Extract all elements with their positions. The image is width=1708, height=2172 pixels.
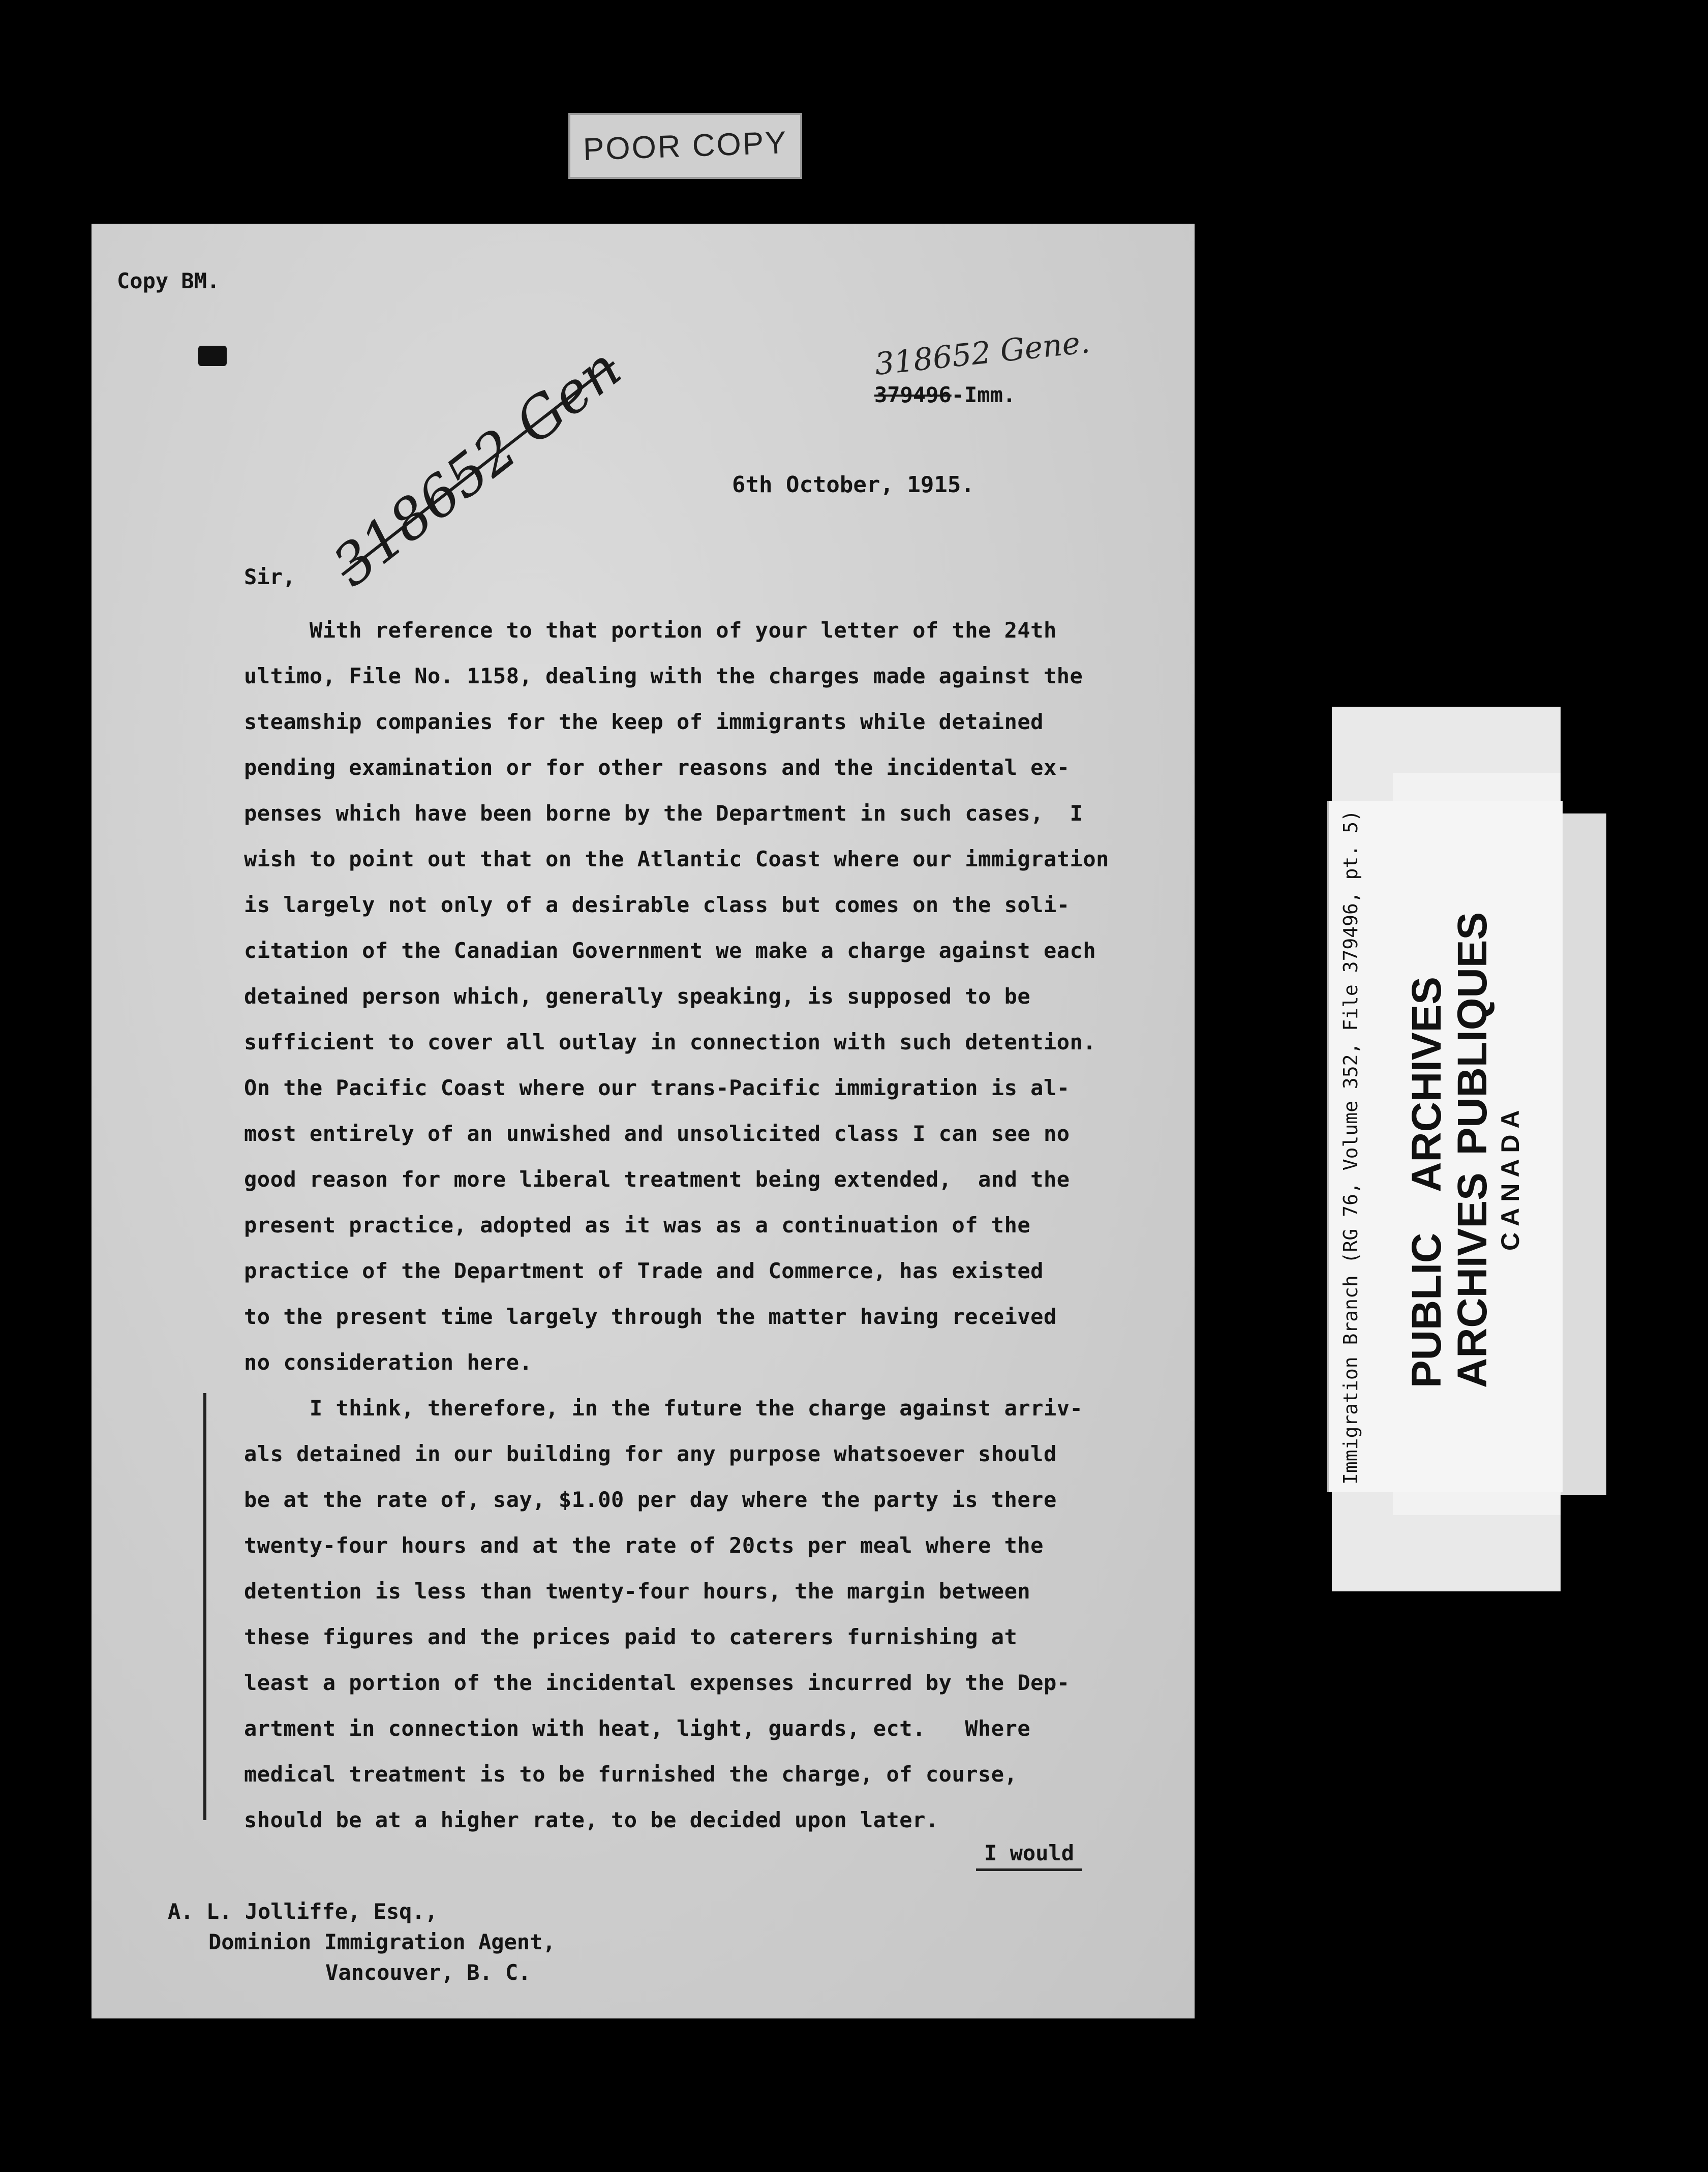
body-line: steamship companies for the keep of immigrants while detained bbox=[244, 709, 1044, 734]
body-line: should be at a higher rate, to be decided upon later. bbox=[244, 1807, 939, 1832]
archive-line-english bbox=[1403, 977, 1451, 1388]
body-line: medical treatment is to be furnished the charge, of course, bbox=[244, 1762, 1018, 1787]
margin-mark bbox=[203, 1393, 206, 1820]
body-line: sufficient to cover all outlay in connection with such detention. bbox=[244, 1030, 1096, 1054]
struck-stamp-number: 318652 Gen bbox=[321, 335, 633, 599]
archive-reference: Immigration Branch (RG 76, Volume 352, File 379496, pt. 5) bbox=[1339, 810, 1362, 1485]
archive-country: CANADA bbox=[1496, 1104, 1524, 1251]
body-line: most entirely of an unwished and unsolicited class I can see no bbox=[244, 1121, 1070, 1146]
poor-copy-label bbox=[568, 113, 802, 179]
salutation: Sir, bbox=[244, 564, 296, 589]
body-line: penses which have been borne by the Department in such cases, I bbox=[244, 801, 1083, 826]
continuation-catchword: I would bbox=[976, 1841, 1082, 1871]
letter-date: 6th October, 1915. bbox=[732, 472, 974, 498]
poor-copy-text: POOR COPY bbox=[582, 125, 788, 167]
body-line: present practice, adopted as it was as a continuation of the bbox=[244, 1213, 1031, 1238]
body-line: I think, therefore, in the future the charge against arriv- bbox=[244, 1396, 1083, 1421]
letter-page bbox=[92, 224, 1195, 2018]
archive-archives-fr: ARCHIVES bbox=[1449, 1172, 1496, 1388]
body-line: detention is less than twenty-four hours, the margin between bbox=[244, 1579, 1031, 1604]
file-reference-suffix: -Imm. bbox=[951, 382, 1016, 407]
body-line: these figures and the prices paid to caterers furnishing at bbox=[244, 1624, 1018, 1649]
body-line: pending examination or for other reasons and the incidental ex- bbox=[244, 755, 1070, 780]
body-line: artment in connection with heat, light, guards, ect. Where bbox=[244, 1716, 1031, 1741]
archive-publiques: PUBLIQUES bbox=[1449, 912, 1496, 1156]
archive-archives-en: ARCHIVES bbox=[1404, 977, 1450, 1192]
body-line: als detained in our building for any purpose whatsoever should bbox=[244, 1441, 1057, 1466]
copy-mark: Copy BM. bbox=[117, 268, 220, 293]
ink-blot bbox=[198, 346, 227, 366]
archive-line-french bbox=[1449, 912, 1497, 1388]
body-line: ultimo, File No. 1158, dealing with the charges made against the bbox=[244, 663, 1083, 688]
addressee-block bbox=[168, 1896, 556, 1988]
addressee-name: A. L. Jolliffe, Esq., bbox=[168, 1899, 438, 1924]
handwritten-file-number: 318652 Gene. bbox=[873, 324, 1092, 383]
body-line: twenty-four hours and at the rate of 20cts per meal where the bbox=[244, 1533, 1044, 1558]
body-line: no consideration here. bbox=[244, 1350, 533, 1375]
body-line: wish to point out that on the Atlantic Coast where our immigration bbox=[244, 847, 1109, 871]
body-line: be at the rate of, say, $1.00 per day where the party is there bbox=[244, 1487, 1057, 1512]
addressee-city: Vancouver, B. C. bbox=[325, 1960, 531, 1985]
file-reference-struck: 379496 bbox=[874, 382, 952, 407]
addressee-title: Dominion Immigration Agent, bbox=[208, 1929, 556, 1954]
body-line: citation of the Canadian Government we make a charge against each bbox=[244, 938, 1096, 963]
body-line: good reason for more liberal treatment being extended, and the bbox=[244, 1167, 1070, 1192]
file-reference bbox=[874, 382, 1016, 407]
body-line: detained person which, generally speaking, is supposed to be bbox=[244, 984, 1031, 1009]
body-line: least a portion of the incidental expenses incurred by the Dep- bbox=[244, 1670, 1070, 1695]
body-line: to the present time largely through the matter having received bbox=[244, 1304, 1057, 1329]
body-line: is largely not only of a desirable class but comes on the soli- bbox=[244, 892, 1070, 917]
archive-public: PUBLIC bbox=[1404, 1232, 1450, 1388]
body-line: practice of the Department of Trade and Commerce, has existed bbox=[244, 1258, 1044, 1283]
body-line: On the Pacific Coast where our trans-Pacific immigration is al- bbox=[244, 1075, 1070, 1100]
letter-body bbox=[244, 608, 1169, 1843]
archive-tag-backing-right bbox=[1556, 813, 1606, 1495]
body-line: With reference to that portion of your letter of the 24th bbox=[244, 618, 1057, 643]
